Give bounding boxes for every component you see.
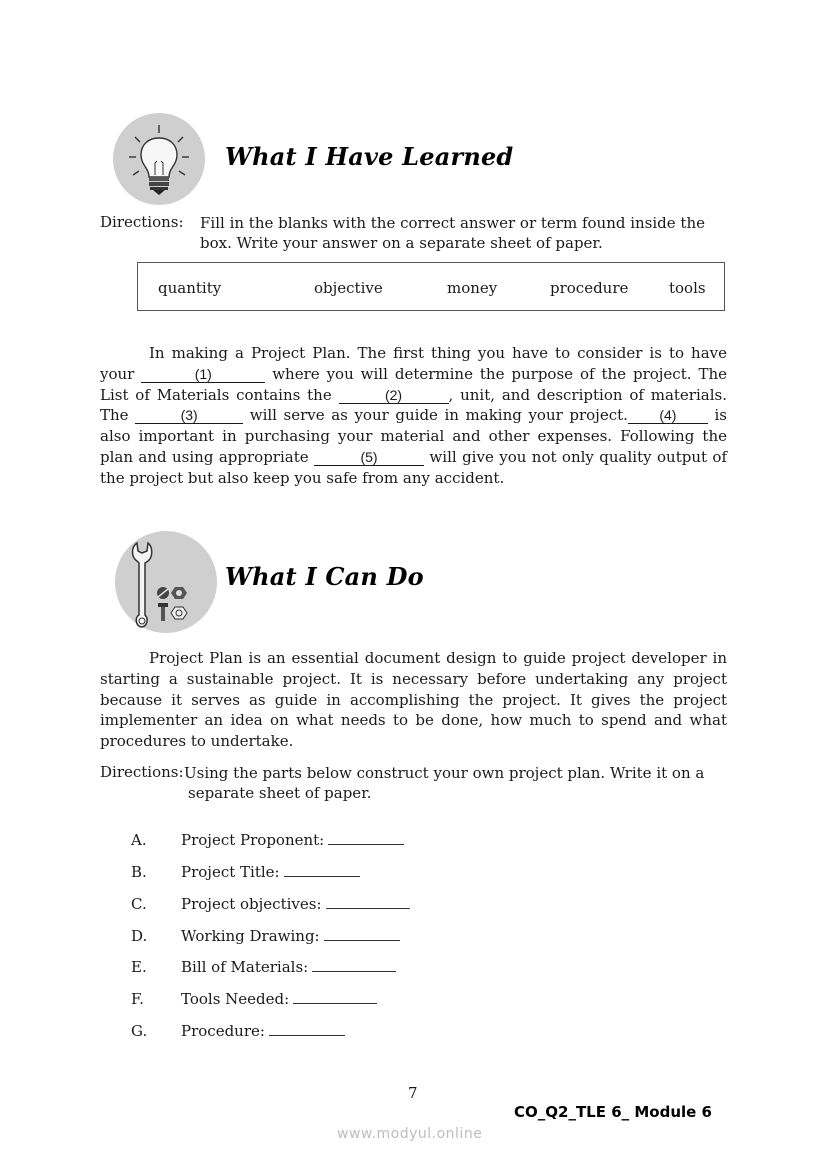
- plan-part-item: [131, 990, 377, 1008]
- directions-line: Fill in the blanks with the correct answer or term found inside the: [200, 214, 705, 232]
- item-label: Procedure:: [181, 1022, 265, 1040]
- word-bank-item: tools: [669, 279, 706, 297]
- directions-text: [184, 763, 728, 803]
- answer-line[interactable]: [328, 832, 404, 845]
- item-letter: F.: [131, 990, 144, 1008]
- blank-4: (4): [628, 407, 708, 424]
- blank-3: (3): [135, 407, 243, 424]
- answer-line[interactable]: [293, 991, 377, 1004]
- item-label: Tools Needed:: [181, 990, 290, 1008]
- section-heading-what-i-can-do: What I Can Do: [225, 562, 424, 591]
- directions-label: Directions:: [100, 213, 184, 231]
- answer-line[interactable]: [269, 1023, 345, 1036]
- blank-1: (1): [141, 366, 265, 383]
- item-letter: C.: [131, 895, 147, 913]
- paragraph-text: will give you not only quality output of the project but also keep you safe from any accident.: [100, 447, 728, 487]
- plan-part-item: [131, 831, 404, 849]
- item-label: Working Drawing:: [181, 927, 320, 945]
- word-bank-box: [137, 262, 725, 311]
- paragraph-text: where you will determine the purpose of the project. The List of Materials contains the: [100, 364, 727, 404]
- word-bank-item: quantity: [158, 279, 222, 297]
- answer-line[interactable]: [284, 864, 360, 877]
- blank-5: (5): [314, 449, 424, 466]
- section-heading-what-i-have-learned: What I Have Learned: [225, 142, 514, 171]
- blank-2: (2): [339, 387, 449, 404]
- answer-line[interactable]: [324, 928, 400, 941]
- directions-text: [200, 213, 730, 253]
- item-letter: B.: [131, 863, 147, 881]
- word-bank-item: procedure: [550, 279, 629, 297]
- word-bank-item: objective: [314, 279, 383, 297]
- item-label: Project objectives:: [181, 895, 322, 913]
- paragraph-text: is also important in purchasing your material and other expenses. Following the plan and using appropriate: [100, 406, 728, 466]
- plan-part-item: [131, 863, 360, 881]
- item-letter: G.: [131, 1022, 148, 1040]
- plan-part-item: [131, 958, 396, 976]
- lightbulb-icon: [113, 113, 205, 205]
- answer-line[interactable]: [326, 896, 410, 909]
- directions-line: box. Write your answer on a separate sheet of paper.: [200, 234, 603, 252]
- module-code: CO_Q2_TLE 6_ Module 6: [514, 1103, 712, 1121]
- item-letter: D.: [131, 927, 148, 945]
- answer-line[interactable]: [312, 959, 396, 972]
- word-bank-item: money: [447, 279, 498, 297]
- project-plan-paragraph: Project Plan is an essential document design to guide project developer in starting a sustainable project. It is necessary before undertaking any project because it serves as guide in accomplishing the project. It gives the project implementer an idea on what needs to be done, how much to spend and what procedures to undertake.: [100, 649, 727, 751]
- item-label: Bill of Materials:: [181, 958, 309, 976]
- plan-part-item: [131, 895, 410, 913]
- paragraph-text: In making a Project Plan. The first thing you have to consider is to have your: [100, 344, 727, 383]
- fill-in-paragraph: [100, 343, 727, 489]
- directions-line: Using the parts below construct your own project plan. Write it on a: [184, 764, 705, 782]
- plan-part-item: [131, 927, 400, 945]
- directions-line: separate sheet of paper.: [188, 784, 372, 802]
- paragraph-text: will serve as your guide in making your project.: [243, 406, 628, 425]
- watermark: www.modyul.online: [337, 1126, 483, 1142]
- wrench-and-bolts-icon: [115, 531, 217, 633]
- item-letter: E.: [131, 958, 147, 976]
- item-label: Project Title:: [181, 863, 280, 881]
- plan-part-item: [131, 1022, 345, 1040]
- directions-label: Directions:: [100, 763, 184, 781]
- page-number: 7: [408, 1084, 418, 1102]
- item-label: Project Proponent:: [181, 831, 325, 849]
- item-letter: A.: [131, 831, 147, 849]
- paragraph-text: , unit, and description of materials. The: [100, 385, 727, 425]
